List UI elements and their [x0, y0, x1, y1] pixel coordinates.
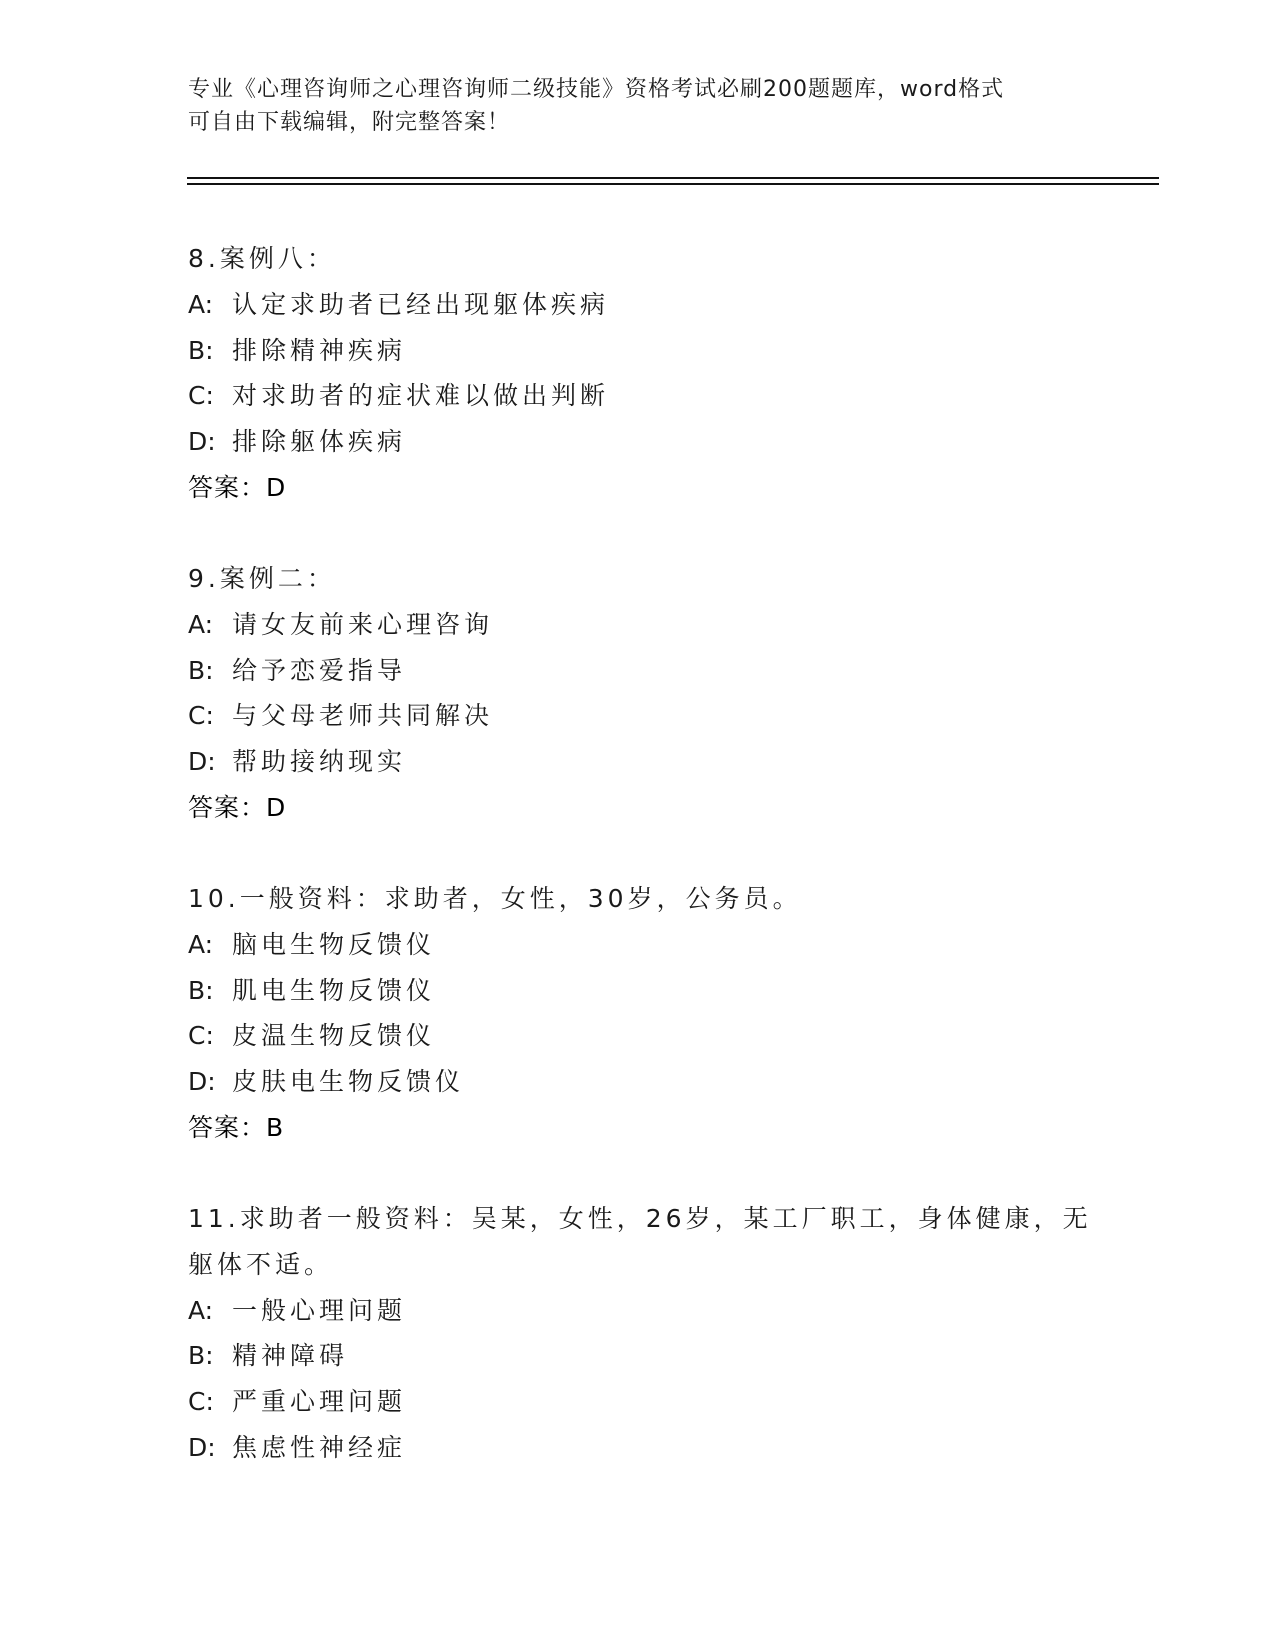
- option-text: 给予恋爱指导: [232, 655, 407, 685]
- question-8: [188, 236, 1128, 511]
- option-c: [188, 1013, 1128, 1059]
- option-text: 焦虑性神经症: [232, 1432, 407, 1462]
- option-key: B:: [188, 655, 214, 685]
- answer-line: 答案：D: [188, 792, 287, 822]
- question-10: [188, 876, 1128, 1151]
- option-key: B:: [188, 975, 214, 1005]
- header-divider-top: [187, 177, 1159, 179]
- option-text: 肌电生物反馈仪: [232, 975, 436, 1005]
- option-key: D:: [188, 1432, 216, 1462]
- option-b: [188, 328, 1128, 374]
- option-a: [188, 1288, 1128, 1334]
- option-text: 严重心理问题: [232, 1387, 407, 1417]
- question-stem: 9.案例二：: [188, 563, 336, 593]
- option-key: A:: [188, 929, 214, 959]
- option-key: A:: [188, 1295, 214, 1325]
- option-a: [188, 922, 1128, 968]
- option-text: 皮肤电生物反馈仪: [232, 1067, 465, 1097]
- option-d: [188, 739, 1128, 785]
- header-divider-bottom: [187, 183, 1159, 185]
- option-key: C:: [188, 701, 214, 731]
- question-stem-line-1: 11.求助者一般资料：吴某，女性，26岁，某工厂职工，身体健康，无: [188, 1203, 1092, 1233]
- question-stem: 8.案例八：: [188, 244, 336, 273]
- option-text: 帮助接纳现实: [232, 747, 407, 777]
- document-header: [188, 73, 1088, 139]
- option-text: 一般心理问题: [232, 1295, 407, 1325]
- option-key: D:: [188, 427, 216, 457]
- option-d: [188, 1425, 1128, 1471]
- header-line-1: 专业《心理咨询师之心理咨询师二级技能》资格考试必刷200题题库，word格式: [188, 77, 1005, 102]
- option-a: [188, 602, 1128, 648]
- option-text: 与父母老师共同解决: [232, 701, 494, 731]
- option-b: [188, 648, 1128, 694]
- question-11: [188, 1196, 1128, 1471]
- option-key: D:: [188, 1067, 216, 1097]
- answer-line: 答案：D: [188, 472, 287, 502]
- option-text: 排除躯体疾病: [232, 427, 407, 457]
- option-text: 对求助者的症状难以做出判断: [232, 381, 610, 411]
- option-key: A:: [188, 289, 214, 319]
- option-text: 请女友前来心理咨询: [232, 609, 494, 639]
- option-text: 精神障碍: [232, 1341, 349, 1371]
- option-key: C:: [188, 381, 214, 411]
- option-c: [188, 693, 1128, 739]
- header-line-2: 可自由下载编辑，附完整答案！: [188, 110, 511, 135]
- option-text: 脑电生物反馈仪: [232, 929, 436, 959]
- option-key: B:: [188, 1341, 214, 1371]
- option-b: [188, 1333, 1128, 1379]
- question-list: [188, 236, 1128, 1516]
- option-a: [188, 282, 1128, 328]
- option-text: 认定求助者已经出现躯体疾病: [232, 289, 610, 319]
- option-key: B:: [188, 335, 214, 365]
- question-stem: 10.一般资料：求助者，女性，30岁，公务员。: [188, 883, 802, 913]
- option-text: 皮温生物反馈仪: [232, 1021, 436, 1051]
- option-key: C:: [188, 1021, 214, 1051]
- option-key: D:: [188, 747, 216, 777]
- answer-line: 答案：B: [188, 1112, 285, 1142]
- option-c: [188, 373, 1128, 419]
- option-key: A:: [188, 609, 214, 639]
- option-key: C:: [188, 1387, 214, 1417]
- option-c: [188, 1379, 1128, 1425]
- question-stem-line-2: 躯体不适。: [188, 1249, 334, 1279]
- option-b: [188, 968, 1128, 1014]
- question-9: [188, 556, 1128, 831]
- option-d: [188, 419, 1128, 465]
- option-text: 排除精神疾病: [232, 335, 407, 365]
- option-d: [188, 1059, 1128, 1105]
